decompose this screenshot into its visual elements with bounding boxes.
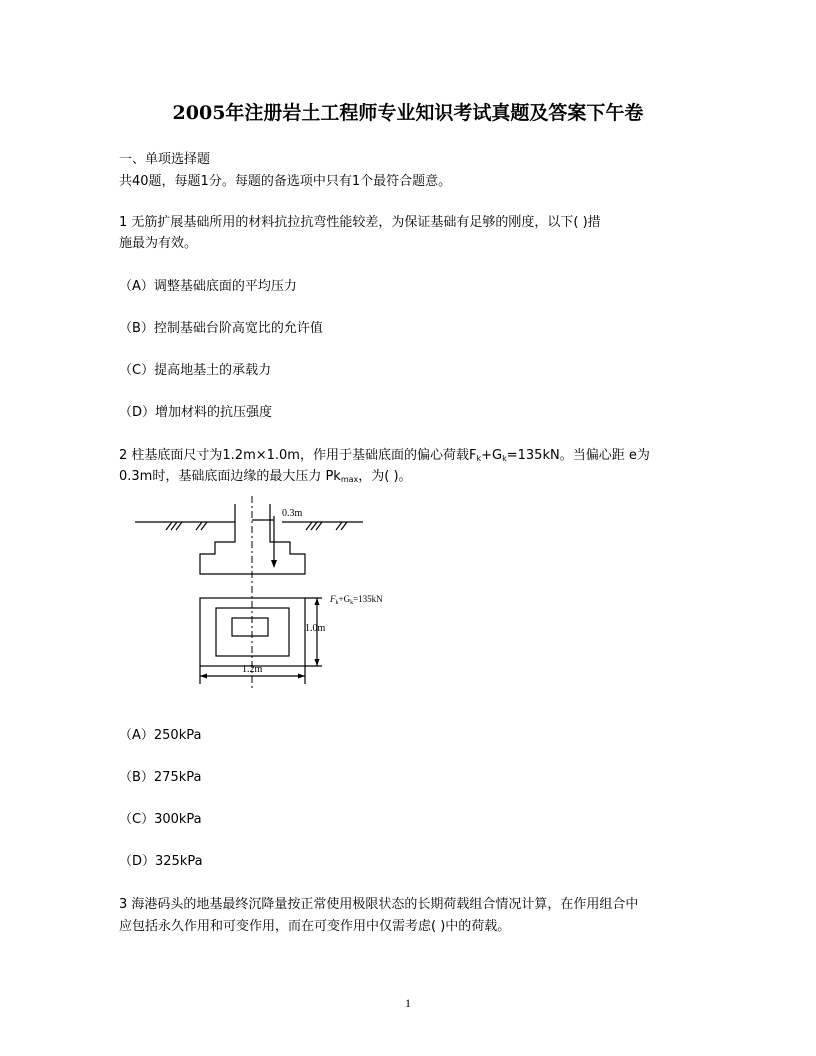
page-title: 2005年注册岩土工程师专业知识考试真题及答案下午卷 xyxy=(172,102,644,124)
figure-dim-h: 1.0m xyxy=(305,623,326,634)
q1-option-a: （A）调整基础底面的平均压力 xyxy=(119,279,297,294)
figure-dim-e: 0.3m xyxy=(282,508,303,519)
q2-stem-text-c: 0.3m时，基础底面边缘的最大压力 Pk xyxy=(119,469,341,484)
foundation-figure xyxy=(130,494,420,694)
q2-stem-line1 xyxy=(119,447,650,468)
q2-load-plus: + xyxy=(481,448,493,463)
figure-load-value: =135kN xyxy=(353,594,383,604)
section-instructions: 共40题，每题1分。每题的备选项中只有1个最符合题意。 xyxy=(119,174,452,189)
figure-load-label xyxy=(329,594,383,606)
figure-load-gsub: k xyxy=(350,600,354,606)
q2-stem-text-d: ，为( )。 xyxy=(358,469,412,484)
q1-stem-line1: 1 无筋扩展基础所用的材料抗拉抗弯性能较差，为保证基础有足够的刚度，以下( )措 xyxy=(119,215,601,230)
q2-option-a: （A）250kPa xyxy=(119,728,202,743)
q1-option-c: （C）提高地基土的承载力 xyxy=(119,363,272,378)
q1-option-b: （B）控制基础台阶高宽比的允许值 xyxy=(119,321,323,336)
q1-option-d: （D）增加材料的抗压强度 xyxy=(119,405,273,420)
q2-option-d: （D）325kPa xyxy=(119,854,203,869)
q3-stem-line1: 3 海港码头的地基最终沉降量按正常使用极限状态的长期荷载组合情况计算，在作用组合中 xyxy=(119,897,639,912)
q2-stem-text-a: 2 柱基底面尺寸为1.2m×1.0m，作用于基础底面的偏心荷载 xyxy=(119,448,469,463)
figure-dim-w: 1.2m xyxy=(242,664,263,675)
q2-load-g: G xyxy=(492,448,503,463)
q2-option-c: （C）300kPa xyxy=(119,812,202,827)
figure-load-g: +G xyxy=(338,594,351,604)
figure-load-fsub: k xyxy=(335,600,339,606)
page-number: 1 xyxy=(405,996,411,1010)
q2-stem-text-b: =135kN。当偏心距 e为 xyxy=(506,448,650,463)
q2-stem-line2 xyxy=(119,468,412,489)
q2-load-f: F xyxy=(468,448,477,463)
q2-pk-sub: max xyxy=(340,475,359,484)
q2-load-f-sub: k xyxy=(476,454,482,463)
q2-option-b: （B）275kPa xyxy=(119,770,202,785)
q3-stem-line2: 应包括永久作用和可变作用，而在可变作用中仅需考虑( )中的荷载。 xyxy=(119,919,511,934)
q2-load-g-sub: k xyxy=(502,454,507,463)
q1-stem-line2: 施最为有效。 xyxy=(119,236,198,251)
figure-load-f: F xyxy=(330,594,336,604)
section-heading: 一、单项选择题 xyxy=(119,152,211,167)
